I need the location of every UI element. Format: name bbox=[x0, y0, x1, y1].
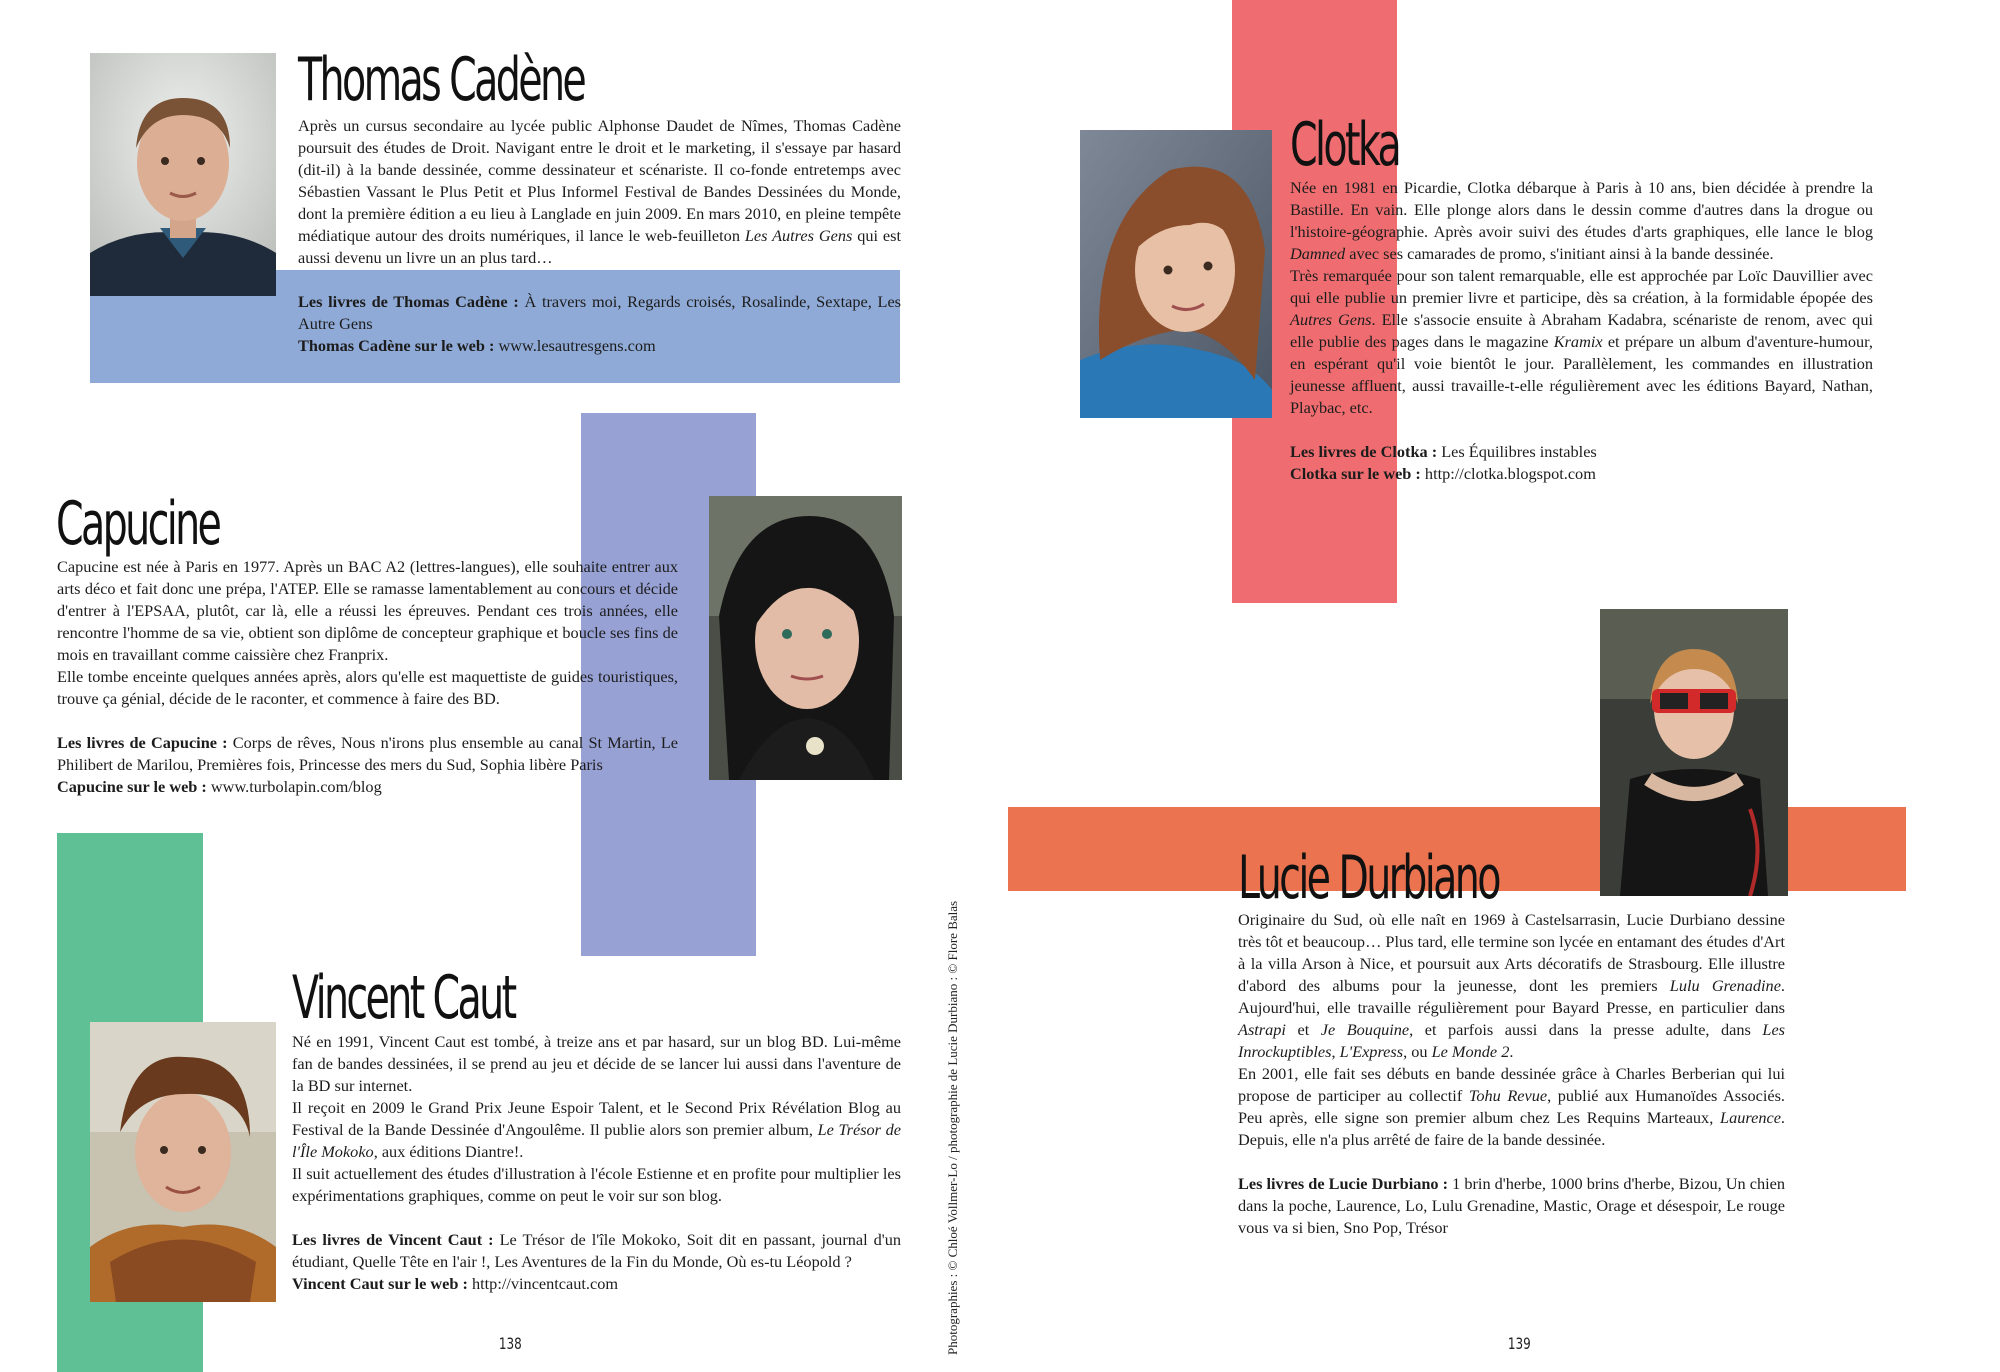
lucie-durbiano-photo bbox=[1600, 609, 1788, 896]
lucie-bio-1: Originaire du Sud, où elle naît en 1969 à Castelsarrasin, Lucie Durbiano dessine très tôt et beaucoup… Plus tard, elle termine son lycée en entamant des études d'Art à la villa Arson à Nice, et poursuit aux Arts décoratifs de Strasbourg. Elle illustre d'abord des albums pour la jeunesse, dont les premiers Lulu Grenadine. Aujourd'hui, elle travaille régulièrement pour Bayard Presse, en particulier dans Astrapi et Je Bouquine, et parfois aussi dans la presse adulte, dans Les Inrockuptibles, L'Express, ou Le Monde 2. bbox=[1238, 910, 1786, 1061]
clotka-bio-2: Très remarquée pour son talent remarquable, elle est approchée par Loïc Dauvillier avec qui elle publie un premier livre et participe, dès sa création, à la formidable épopée des Autres Gens. Elle s'associe ensuite à Abraham Kadabra, scénariste de renom, avec qui elle publie des pages dans le magazine Kramix et prépare un album d'aventure-humour, en espérant qu'il voie bientôt le jour. Parallèlement, les commandes en illustration jeunesse affluent, aussi travaille-t-elle régulièrement avec les éditions Bayard, Nathan, Playbac, etc. bbox=[1290, 266, 1873, 417]
capucine-photo bbox=[709, 496, 902, 780]
clotka-web: Clotka sur le web : http://clotka.blogspot.com bbox=[1290, 464, 1596, 483]
page-number-left: 138 bbox=[498, 1334, 522, 1353]
clotka-books: Les livres de Clotka : Les Équilibres instables bbox=[1290, 442, 1597, 461]
thomas-bio: Après un cursus secondaire au lycée public Alphonse Daudet de Nîmes, Thomas Cadène poursuit des études de Droit. Navigant entre le droit et le marketing, il s'essaye par hasard (dit-il) à la bande dessinée, comme dessinateur et scénariste. Il co-fonde entretemps avec Sébastien Vassant le Plus Petit et Plus Informel Festival de Bandes Dessinées du Monde, dont la première édition a eu lieu à Langlade en juin 2009. En mars 2010, en pleine tempête médiatique autour des droits numériques, il lance le web-feuilleton Les Autres Gens qui est aussi devenu un livre un an plus tard… bbox=[298, 116, 902, 267]
clotka-bio-1: Née en 1981 en Picardie, Clotka débarque à Paris à 10 ans, bien décidée à prendre la Bastille. En vain. Elle plonge alors dans le dessin comme d'autres dans la drogue ou l'histoire-géographie. Après avoir suivi des études d'arts graphiques, elle lance le blog Damned avec ses camarades de promo, s'initiant ainsi à la bande dessinée. bbox=[1290, 178, 1873, 263]
vincent-caut-photo bbox=[90, 1022, 276, 1302]
capucine-bio-2: Elle tombe enceinte quelques années après, alors qu'elle est maquettiste de guides touristiques, trouve ça génial, décide de le raconter, et commence à faire des BD. bbox=[57, 667, 678, 708]
thomas-web: Thomas Cadène sur le web : www.lesautresgens.com bbox=[298, 336, 656, 355]
lucie-bio-2: En 2001, elle fait ses débuts en bande dessinée grâce à Charles Berberian qui lui propose de participer au collectif Tohu Revue, publié aux Humanoïdes Associés. Peu après, elle signe son premier album chez Les Requins Marteaux, Laurence. Depuis, elle n'a plus arrêté de faire de la bande dessinée. bbox=[1238, 1064, 1785, 1149]
lucie-durbiano-name: Lucie Durbiano bbox=[1238, 843, 1499, 913]
thomas-cadene-name: Thomas Cadène bbox=[298, 45, 585, 115]
capucine-books: Les livres de Capucine : Corps de rêves, Nous n'irons plus ensemble au canal St Martin, Le Philibert de Marilou, Premières fois, Princesse des mers du Sud, Sophia libère Paris bbox=[57, 733, 678, 774]
vincent-bio-3: Il suit actuellement des études d'illustration à l'école Estienne et en profite pour multiplier les expérimentations graphiques, comme on peut le voir sur son blog. bbox=[292, 1164, 901, 1205]
capucine-web: Capucine sur le web : www.turbolapin.com/blog bbox=[57, 777, 382, 796]
capucine-text bbox=[57, 556, 678, 798]
lucie-books: Les livres de Lucie Durbiano : 1 brin d'herbe, 1000 brins d'herbe, Bizou, Un chien dans la poche, Laurence, Lo, Lulu Grenadine, Mastic, Orage et désespoir, Le rouge vous va si bien, Sno Pop, Trésor bbox=[1238, 1174, 1785, 1237]
clotka-name: Clotka bbox=[1290, 110, 1400, 180]
clotka-text bbox=[1290, 177, 1873, 485]
vincent-books: Les livres de Vincent Caut : Le Trésor de l'île Mokoko, Soit dit en passant, journal d'un étudiant, Quelle Tête en l'air !, Les Aventures de la Fin du Monde, Où es-tu Léopold ? bbox=[292, 1230, 901, 1271]
lucie-durbiano-text bbox=[1238, 909, 1785, 1239]
vincent-bio-2: Il reçoit en 2009 le Grand Prix Jeune Espoir Talent, et le Second Prix Révélation Blog au Festival de la Bande Dessinée d'Angoulême. Il publie alors son premier album, Le Trésor de l'Île Mokoko, aux éditions Diantre!. bbox=[292, 1098, 901, 1161]
clotka-photo bbox=[1080, 130, 1272, 418]
capucine-bio-1: Capucine est née à Paris en 1977. Après un BAC A2 (lettres-langues), elle souhaite entrer aux arts déco et fait donc une prépa, l'ATEP. Elle se ramasse lamentablement au concours et décide d'entrer à l'EPSAA, plutôt, car là, elle a réussi les épreuves. Pendant ces trois années, elle rencontre l'homme de sa vie, obtient son diplôme de concepteur graphique et boucle ses fins de mois en travaillant comme caissière chez Franprix. bbox=[57, 557, 678, 664]
photo-credit: Photographies : © Chloé Vollmer-Lo / photographie de Lucie Durbiano : © Flore Balas bbox=[945, 900, 960, 1355]
capucine-name: Capucine bbox=[56, 489, 220, 559]
vincent-caut-name: Vincent Caut bbox=[292, 963, 515, 1033]
thomas-books: Les livres de Thomas Cadène : À travers moi, Regards croisés, Rosalinde, Sextape, Les Autre Gens bbox=[298, 292, 902, 333]
page-number-right: 139 bbox=[1507, 1334, 1531, 1353]
vincent-caut-text bbox=[292, 1031, 901, 1295]
vincent-web: Vincent Caut sur le web : http://vincentcaut.com bbox=[292, 1274, 619, 1293]
vincent-bio-1: Né en 1991, Vincent Caut est tombé, à treize ans et par hasard, sur un blog BD. Lui-même fan de bandes dessinées, il se prend au jeu et décide de se lancer lui aussi dans l'aventure de la BD sur internet. bbox=[292, 1032, 901, 1095]
thomas-cadene-text bbox=[298, 115, 901, 357]
thomas-cadene-photo bbox=[90, 53, 276, 296]
